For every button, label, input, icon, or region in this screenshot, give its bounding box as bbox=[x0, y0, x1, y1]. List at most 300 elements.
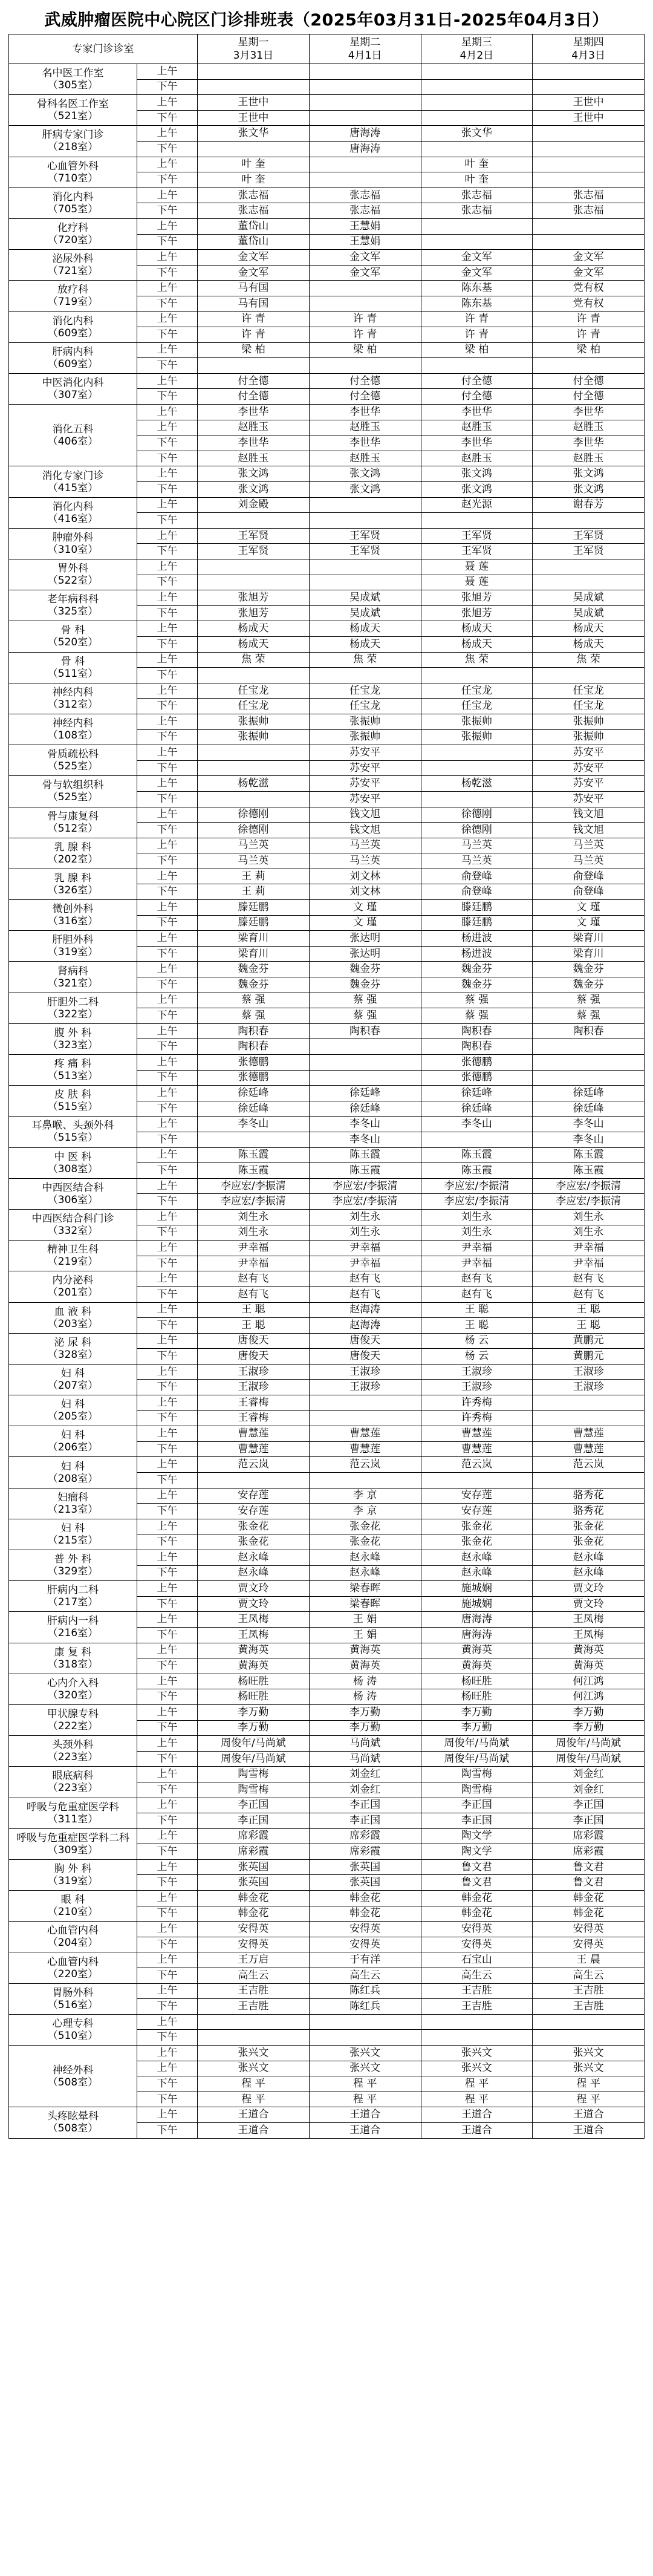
schedule-row bbox=[9, 1952, 645, 1968]
doctor-cell: 马尚斌 bbox=[309, 1751, 421, 1767]
doctor-cell: 赵永峰 bbox=[533, 1565, 645, 1581]
doctor-cell: 马兰英 bbox=[309, 853, 421, 869]
doctor-cell: 杨成天 bbox=[421, 636, 533, 652]
doctor-cell: 李世华 bbox=[533, 435, 645, 451]
dept-cell bbox=[9, 250, 137, 281]
doctor-cell: 梁育川 bbox=[198, 946, 310, 962]
doctor-cell bbox=[533, 218, 645, 234]
schedule-row bbox=[9, 405, 645, 420]
doctor-cell bbox=[533, 141, 645, 157]
doctor-cell: 张志福 bbox=[198, 203, 310, 219]
doctor-cell bbox=[198, 1473, 310, 1489]
doctor-cell: 苏安平 bbox=[533, 760, 645, 776]
period-cell: 上午 bbox=[137, 745, 198, 761]
doctor-cell: 程 平 bbox=[198, 2092, 310, 2107]
period-cell: 下午 bbox=[137, 1070, 198, 1086]
header-date: 3月31日 bbox=[233, 50, 274, 62]
doctor-cell: 董岱山 bbox=[198, 234, 310, 250]
doctor-cell: 曹慧莲 bbox=[198, 1441, 310, 1457]
dept-room: （319室） bbox=[47, 946, 99, 959]
doctor-cell bbox=[421, 234, 533, 250]
schedule-row bbox=[9, 1612, 645, 1628]
doctor-cell: 贾文玲 bbox=[198, 1581, 310, 1597]
doctor-cell: 焦 荣 bbox=[421, 652, 533, 668]
dept-name: 康 复 科 bbox=[54, 1646, 92, 1658]
schedule-row bbox=[9, 1117, 645, 1132]
doctor-cell: 程 平 bbox=[309, 2092, 421, 2107]
period-cell: 上午 bbox=[137, 621, 198, 637]
doctor-cell: 尹幸福 bbox=[198, 1241, 310, 1256]
period-cell: 上午 bbox=[137, 714, 198, 729]
dept-cell bbox=[9, 838, 137, 869]
doctor-cell bbox=[421, 95, 533, 111]
doctor-cell: 王道合 bbox=[533, 2122, 645, 2138]
dept-cell bbox=[9, 869, 137, 899]
doctor-cell: 付全德 bbox=[421, 389, 533, 405]
schedule-header bbox=[9, 34, 645, 64]
doctor-cell bbox=[309, 79, 421, 95]
period-cell: 上午 bbox=[137, 64, 198, 80]
doctor-cell: 周俊年/马尚斌 bbox=[421, 1751, 533, 1767]
dept-room: （609室） bbox=[47, 327, 99, 339]
period-cell: 上午 bbox=[137, 1457, 198, 1473]
doctor-cell: 杨旺胜 bbox=[198, 1674, 310, 1689]
schedule-row bbox=[9, 1983, 645, 1999]
doctor-cell: 李应宏/李振清 bbox=[533, 1194, 645, 1210]
doctor-cell: 杨旺胜 bbox=[421, 1674, 533, 1689]
dept-room: （710室） bbox=[47, 172, 99, 184]
doctor-cell: 杨进波 bbox=[421, 931, 533, 947]
header-weekday: 星期二 bbox=[349, 36, 381, 48]
doctor-cell: 杨成天 bbox=[198, 636, 310, 652]
doctor-cell bbox=[309, 1070, 421, 1086]
period-cell: 上午 bbox=[137, 2107, 198, 2123]
dept-name: 心血管外科 bbox=[47, 160, 99, 172]
dept-name: 肾病科 bbox=[57, 965, 88, 977]
period-cell: 下午 bbox=[137, 296, 198, 311]
doctor-cell: 滕廷鹏 bbox=[421, 900, 533, 916]
doctor-cell bbox=[533, 559, 645, 575]
doctor-cell: 王凤梅 bbox=[198, 1627, 310, 1643]
doctor-cell: 王淑珍 bbox=[421, 1380, 533, 1395]
doctor-cell: 李冬山 bbox=[533, 1117, 645, 1132]
doctor-cell: 刘生永 bbox=[421, 1225, 533, 1241]
doctor-cell: 韩金花 bbox=[421, 1906, 533, 1922]
schedule-row bbox=[9, 218, 645, 234]
doctor-cell: 曹慧莲 bbox=[533, 1441, 645, 1457]
dept-cell bbox=[9, 1488, 137, 1519]
doctor-cell: 滕廷鹏 bbox=[421, 915, 533, 931]
doctor-cell: 贾文玲 bbox=[533, 1596, 645, 1612]
dept-room: （508室） bbox=[47, 2076, 99, 2089]
period-cell: 下午 bbox=[137, 1658, 198, 1674]
doctor-cell bbox=[533, 1039, 645, 1055]
doctor-cell: 付全德 bbox=[198, 389, 310, 405]
doctor-cell: 鲁文君 bbox=[533, 1875, 645, 1891]
dept-name: 肝病内一科 bbox=[47, 1615, 99, 1628]
doctor-cell: 席彩霞 bbox=[533, 1828, 645, 1844]
dept-room: （512室） bbox=[47, 822, 99, 835]
doctor-cell bbox=[421, 668, 533, 683]
doctor-cell: 张文鸿 bbox=[309, 466, 421, 482]
dept-room: （223室） bbox=[47, 1751, 99, 1764]
doctor-cell: 王慧娟 bbox=[309, 218, 421, 234]
dept-room: （108室） bbox=[47, 729, 99, 742]
schedule-row bbox=[9, 466, 645, 482]
doctor-cell: 高生云 bbox=[421, 1968, 533, 1984]
dept-room: （310室） bbox=[47, 543, 99, 556]
doctor-cell: 王 晨 bbox=[533, 1952, 645, 1968]
period-cell: 上午 bbox=[137, 962, 198, 977]
doctor-cell: 王军贤 bbox=[198, 544, 310, 559]
doctor-cell: 马兰英 bbox=[198, 853, 310, 869]
doctor-cell: 张文鸿 bbox=[421, 482, 533, 498]
doctor-cell: 施城娴 bbox=[421, 1596, 533, 1612]
doctor-cell: 张振帅 bbox=[198, 714, 310, 729]
doctor-cell: 许 青 bbox=[309, 311, 421, 327]
header-day-mon bbox=[198, 34, 310, 64]
schedule-row bbox=[9, 900, 645, 916]
period-cell: 下午 bbox=[137, 1504, 198, 1519]
doctor-cell: 赵海涛 bbox=[309, 1318, 421, 1334]
doctor-cell bbox=[198, 559, 310, 575]
doctor-cell: 席彩霞 bbox=[533, 1844, 645, 1860]
dept-room: （207室） bbox=[47, 1379, 99, 1392]
doctor-cell bbox=[309, 95, 421, 111]
doctor-cell: 任宝龙 bbox=[198, 699, 310, 714]
doctor-cell: 高生云 bbox=[533, 1968, 645, 1984]
doctor-cell: 苏安平 bbox=[533, 776, 645, 792]
doctor-cell: 王军贤 bbox=[533, 544, 645, 559]
period-cell: 下午 bbox=[137, 1596, 198, 1612]
doctor-cell: 张达明 bbox=[309, 931, 421, 947]
dept-cell bbox=[9, 1395, 137, 1426]
period-cell: 下午 bbox=[137, 1875, 198, 1891]
schedule-row bbox=[9, 807, 645, 823]
doctor-cell: 张振帅 bbox=[533, 714, 645, 729]
doctor-cell: 刘金红 bbox=[309, 1782, 421, 1798]
doctor-cell bbox=[533, 2014, 645, 2030]
period-cell: 下午 bbox=[137, 1441, 198, 1457]
dept-name: 疼 痛 科 bbox=[54, 1058, 92, 1071]
doctor-cell: 李正国 bbox=[309, 1798, 421, 1813]
dept-room: （318室） bbox=[47, 1658, 99, 1671]
doctor-cell: 李应宏/李振清 bbox=[421, 1194, 533, 1210]
doctor-cell: 陈玉霞 bbox=[198, 1147, 310, 1163]
schedule-row bbox=[9, 714, 645, 729]
period-cell: 下午 bbox=[137, 2030, 198, 2046]
doctor-cell: 蔡 强 bbox=[533, 993, 645, 1008]
doctor-cell: 李正国 bbox=[421, 1798, 533, 1813]
doctor-cell: 王道合 bbox=[309, 2122, 421, 2138]
dept-name: 骨科名医工作室 bbox=[37, 98, 109, 111]
period-cell: 上午 bbox=[137, 1147, 198, 1163]
doctor-cell: 黄海英 bbox=[421, 1643, 533, 1658]
doctor-cell: 范云岚 bbox=[198, 1457, 310, 1473]
schedule-row bbox=[9, 1488, 645, 1504]
period-cell: 上午 bbox=[137, 95, 198, 111]
doctor-cell: 王 聪 bbox=[421, 1318, 533, 1334]
doctor-cell: 王 聪 bbox=[533, 1302, 645, 1318]
doctor-cell: 张旭芳 bbox=[198, 605, 310, 621]
doctor-cell: 杨成天 bbox=[198, 621, 310, 637]
schedule-row bbox=[9, 1581, 645, 1597]
dept-room: （525室） bbox=[47, 791, 99, 804]
period-cell: 下午 bbox=[137, 668, 198, 683]
doctor-cell: 韩金花 bbox=[198, 1906, 310, 1922]
dept-name: 中医消化内科 bbox=[42, 376, 104, 389]
doctor-cell bbox=[309, 1055, 421, 1071]
doctor-cell: 王 聪 bbox=[533, 1318, 645, 1334]
doctor-cell: 王淑珍 bbox=[198, 1364, 310, 1380]
doctor-cell: 赵有飞 bbox=[421, 1286, 533, 1302]
dept-name: 乳 腺 科 bbox=[54, 872, 92, 884]
doctor-cell bbox=[421, 1473, 533, 1489]
schedule-row bbox=[9, 1147, 645, 1163]
doctor-cell: 文 瑾 bbox=[533, 900, 645, 916]
dept-cell bbox=[9, 1767, 137, 1798]
doctor-cell: 苏安平 bbox=[309, 760, 421, 776]
doctor-cell: 赵有飞 bbox=[309, 1286, 421, 1302]
dept-name: 普 外 科 bbox=[54, 1553, 92, 1566]
doctor-cell: 王凤梅 bbox=[533, 1627, 645, 1643]
doctor-cell: 程 平 bbox=[533, 2076, 645, 2092]
dept-room: （316室） bbox=[47, 915, 99, 928]
doctor-cell: 许 青 bbox=[421, 327, 533, 343]
period-cell: 下午 bbox=[137, 977, 198, 993]
dept-room: （201室） bbox=[47, 1286, 99, 1299]
doctor-cell: 钱文旭 bbox=[533, 807, 645, 823]
doctor-cell: 安得英 bbox=[421, 1937, 533, 1952]
dept-cell bbox=[9, 1704, 137, 1735]
doctor-cell: 刘生永 bbox=[198, 1225, 310, 1241]
doctor-cell: 焦 荣 bbox=[309, 652, 421, 668]
doctor-cell: 李应宏/李振清 bbox=[198, 1178, 310, 1194]
doctor-cell bbox=[309, 64, 421, 80]
doctor-cell: 鲁文君 bbox=[421, 1875, 533, 1891]
doctor-cell: 苏安平 bbox=[533, 791, 645, 807]
doctor-cell: 陈红兵 bbox=[309, 1999, 421, 2015]
doctor-cell: 付全德 bbox=[309, 389, 421, 405]
doctor-cell: 吴成斌 bbox=[533, 605, 645, 621]
schedule-row bbox=[9, 869, 645, 884]
doctor-cell: 张英国 bbox=[309, 1859, 421, 1875]
dept-cell bbox=[9, 962, 137, 993]
period-cell: 下午 bbox=[137, 823, 198, 838]
doctor-cell: 赵胜玉 bbox=[309, 451, 421, 466]
doctor-cell: 梁育川 bbox=[533, 946, 645, 962]
doctor-cell: 曹慧莲 bbox=[309, 1426, 421, 1442]
doctor-cell: 骆秀花 bbox=[533, 1504, 645, 1519]
period-cell: 下午 bbox=[137, 1534, 198, 1550]
doctor-cell bbox=[309, 497, 421, 513]
dept-name: 呼吸与危重症医学科 bbox=[27, 1801, 119, 1813]
doctor-cell: 刘生永 bbox=[533, 1225, 645, 1241]
doctor-cell: 王世中 bbox=[533, 110, 645, 126]
period-cell: 下午 bbox=[137, 1751, 198, 1767]
header-date: 4月2日 bbox=[460, 50, 494, 62]
doctor-cell: 张文鸿 bbox=[198, 466, 310, 482]
dept-name: 眼 科 bbox=[60, 1894, 85, 1906]
doctor-cell: 徐廷峰 bbox=[421, 1086, 533, 1101]
doctor-cell: 许 青 bbox=[198, 311, 310, 327]
period-cell: 下午 bbox=[137, 884, 198, 900]
doctor-cell: 王道合 bbox=[421, 2107, 533, 2123]
doctor-cell: 王 莉 bbox=[198, 884, 310, 900]
doctor-cell: 李世华 bbox=[421, 435, 533, 451]
doctor-cell: 尹幸福 bbox=[421, 1256, 533, 1271]
doctor-cell: 聂 莲 bbox=[421, 559, 533, 575]
doctor-cell bbox=[533, 157, 645, 172]
period-cell: 上午 bbox=[137, 1550, 198, 1566]
doctor-cell: 徐廷峰 bbox=[198, 1101, 310, 1117]
period-cell: 上午 bbox=[137, 373, 198, 389]
period-cell: 上午 bbox=[137, 1704, 198, 1720]
schedule-row bbox=[9, 1302, 645, 1318]
doctor-cell: 黄海英 bbox=[533, 1658, 645, 1674]
doctor-cell: 韩金花 bbox=[533, 1906, 645, 1922]
doctor-cell bbox=[533, 2030, 645, 2046]
doctor-cell: 周俊年/马尚斌 bbox=[533, 1736, 645, 1752]
period-cell: 上午 bbox=[137, 218, 198, 234]
period-cell: 上午 bbox=[137, 1674, 198, 1689]
period-cell: 上午 bbox=[137, 1241, 198, 1256]
doctor-cell bbox=[309, 281, 421, 296]
doctor-cell: 杨乾滋 bbox=[198, 776, 310, 792]
doctor-cell: 李冬山 bbox=[421, 1117, 533, 1132]
schedule-row bbox=[9, 1643, 645, 1658]
doctor-cell: 王吉胜 bbox=[198, 1999, 310, 2015]
dept-cell bbox=[9, 373, 137, 404]
schedule-row bbox=[9, 838, 645, 853]
doctor-cell: 叶 奎 bbox=[421, 157, 533, 172]
dept-room: （321室） bbox=[47, 977, 99, 990]
dept-cell bbox=[9, 1891, 137, 1922]
dept-name: 消化内科 bbox=[52, 191, 94, 203]
schedule-row bbox=[9, 1055, 645, 1071]
doctor-cell: 俞登峰 bbox=[533, 869, 645, 884]
period-cell: 下午 bbox=[137, 853, 198, 869]
doctor-cell: 陈红兵 bbox=[309, 1983, 421, 1999]
doctor-cell: 陶积春 bbox=[309, 1023, 421, 1039]
doctor-cell: 蔡 强 bbox=[198, 1008, 310, 1024]
doctor-cell: 张德鹏 bbox=[198, 1055, 310, 1071]
period-cell: 下午 bbox=[137, 575, 198, 590]
doctor-cell: 许秀梅 bbox=[421, 1410, 533, 1426]
doctor-cell: 李万勤 bbox=[533, 1704, 645, 1720]
doctor-cell: 梁 柏 bbox=[309, 342, 421, 358]
dept-name: 泌 尿 科 bbox=[54, 1336, 92, 1349]
doctor-cell: 梁春晖 bbox=[309, 1596, 421, 1612]
period-cell: 下午 bbox=[137, 389, 198, 405]
dept-cell bbox=[9, 1736, 137, 1767]
schedule-row bbox=[9, 157, 645, 172]
doctor-cell bbox=[198, 2030, 310, 2046]
schedule-row bbox=[9, 311, 645, 327]
doctor-cell: 张英国 bbox=[198, 1875, 310, 1891]
dept-room: （309室） bbox=[47, 1844, 99, 1856]
period-cell: 下午 bbox=[137, 1689, 198, 1705]
doctor-cell bbox=[533, 1410, 645, 1426]
doctor-cell: 焦 荣 bbox=[533, 652, 645, 668]
doctor-cell bbox=[309, 559, 421, 575]
doctor-cell: 钱文旭 bbox=[309, 823, 421, 838]
doctor-cell: 李世华 bbox=[309, 405, 421, 420]
doctor-cell: 董岱山 bbox=[198, 218, 310, 234]
doctor-cell: 陶雪梅 bbox=[421, 1782, 533, 1798]
doctor-cell: 金文军 bbox=[198, 265, 310, 281]
doctor-cell: 杨成天 bbox=[533, 636, 645, 652]
header-weekday: 星期三 bbox=[461, 36, 492, 48]
page-title: 武威肿瘤医院中心院区门诊排班表（2025年03月31日-2025年04月3日） bbox=[44, 11, 609, 30]
doctor-cell: 张振帅 bbox=[421, 729, 533, 745]
doctor-cell: 李世华 bbox=[421, 405, 533, 420]
period-cell: 上午 bbox=[137, 838, 198, 853]
doctor-cell: 付全德 bbox=[309, 373, 421, 389]
doctor-cell: 王淑珍 bbox=[533, 1380, 645, 1395]
schedule-row bbox=[9, 1519, 645, 1534]
doctor-cell bbox=[421, 110, 533, 126]
header-day-tue bbox=[309, 34, 421, 64]
doctor-cell: 张振帅 bbox=[421, 714, 533, 729]
doctor-cell: 韩金花 bbox=[309, 1906, 421, 1922]
doctor-cell bbox=[421, 745, 533, 761]
doctor-cell: 张英国 bbox=[309, 1875, 421, 1891]
doctor-cell: 杨成天 bbox=[309, 621, 421, 637]
doctor-cell: 金文军 bbox=[309, 265, 421, 281]
schedule-row bbox=[9, 1364, 645, 1380]
doctor-cell: 魏金芬 bbox=[309, 977, 421, 993]
doctor-cell: 金文军 bbox=[421, 250, 533, 266]
period-cell: 下午 bbox=[137, 1194, 198, 1210]
schedule-row bbox=[9, 621, 645, 637]
doctor-cell: 梁 柏 bbox=[533, 342, 645, 358]
dept-room: （720室） bbox=[47, 234, 99, 247]
doctor-cell bbox=[198, 1132, 310, 1147]
doctor-cell: 付全德 bbox=[421, 373, 533, 389]
dept-cell bbox=[9, 1952, 137, 1983]
dept-cell bbox=[9, 1612, 137, 1643]
doctor-cell bbox=[309, 513, 421, 529]
doctor-cell: 赵胜玉 bbox=[198, 451, 310, 466]
period-cell: 下午 bbox=[137, 1720, 198, 1736]
doctor-cell: 陶积春 bbox=[533, 1023, 645, 1039]
doctor-cell: 马兰英 bbox=[533, 853, 645, 869]
doctor-cell: 苏安平 bbox=[533, 745, 645, 761]
dept-room: （210室） bbox=[47, 1906, 99, 1919]
dept-name: 中西医结合科门诊 bbox=[31, 1213, 114, 1225]
doctor-cell: 许 青 bbox=[533, 327, 645, 343]
doctor-cell: 张金花 bbox=[533, 1534, 645, 1550]
doctor-cell: 王慧娟 bbox=[309, 234, 421, 250]
schedule-row bbox=[9, 187, 645, 203]
doctor-cell: 高生云 bbox=[198, 1968, 310, 1984]
dept-name: 皮 肤 科 bbox=[54, 1089, 92, 1101]
doctor-cell bbox=[309, 2014, 421, 2030]
period-cell: 上午 bbox=[137, 1333, 198, 1349]
period-cell: 上午 bbox=[137, 1983, 198, 1999]
period-cell: 上午 bbox=[137, 1952, 198, 1968]
doctor-cell: 李冬山 bbox=[309, 1132, 421, 1147]
doctor-cell: 陈玉霞 bbox=[421, 1163, 533, 1179]
schedule-row bbox=[9, 64, 645, 80]
doctor-cell: 张兴文 bbox=[421, 2061, 533, 2076]
doctor-cell: 范云岚 bbox=[533, 1457, 645, 1473]
doctor-cell: 石宝山 bbox=[421, 1952, 533, 1968]
period-cell: 下午 bbox=[137, 1813, 198, 1829]
doctor-cell: 蔡 强 bbox=[421, 1008, 533, 1024]
doctor-cell: 席彩霞 bbox=[198, 1844, 310, 1860]
